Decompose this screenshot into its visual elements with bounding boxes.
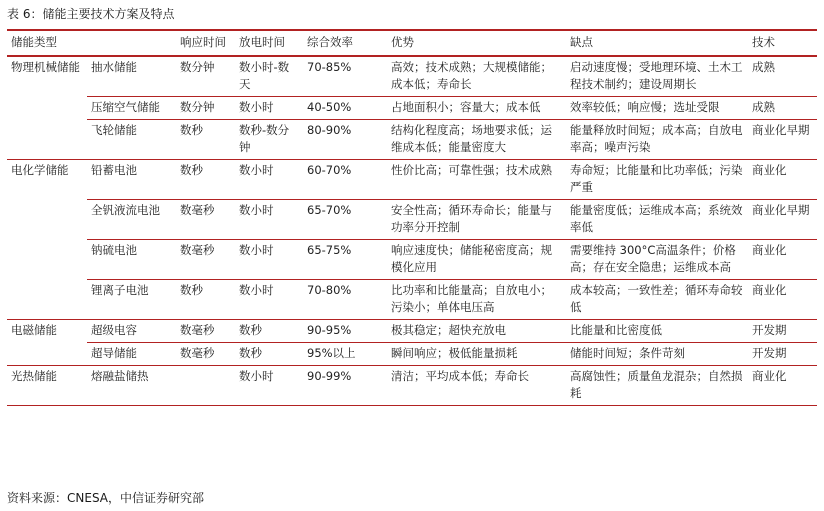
advantages-cell: 响应速度快；储能秘密度高；规模化应用 (387, 240, 566, 280)
storage-tech-table (7, 29, 817, 406)
table-row (7, 56, 817, 97)
efficiency-cell: 40-50% (303, 97, 387, 120)
tech-name-cell: 铅蓄电池 (91, 163, 137, 177)
maturity-cell: 开发期 (752, 323, 787, 337)
maturity-cell: 商业化早期 (748, 200, 817, 240)
response-time-cell: 数分钟 (176, 97, 235, 120)
tech-name-cell: 熔融盐储热 (91, 369, 149, 383)
disadvantages-cell: 成本较高；一致性差；循环寿命较低 (566, 280, 748, 320)
disadvantages-cell: 能量释放时间短；成本高；自放电率高；噪声污染 (566, 120, 748, 160)
table-body (7, 56, 817, 406)
header-efficiency: 综合效率 (307, 35, 353, 49)
maturity-cell: 成熟 (748, 97, 817, 120)
disadvantages-cell: 能量密度低；运维成本高；系统效率低 (566, 200, 748, 240)
table-row (7, 240, 817, 280)
advantages-cell: 清洁；平均成本低；寿命长 (391, 369, 529, 383)
tech-name-cell: 全钒液流电池 (87, 200, 176, 240)
response-time-cell: 数秒 (180, 163, 203, 177)
maturity-cell: 开发期 (748, 343, 817, 366)
discharge-time-cell: 数小时 (239, 369, 274, 383)
disadvantages-cell: 储能时间短；条件苛刻 (566, 343, 748, 366)
maturity-cell: 商业化 (752, 369, 787, 383)
discharge-time-cell: 数小时 (235, 280, 303, 320)
discharge-time-cell: 数小时 (239, 163, 274, 177)
response-time-cell: 数毫秒 (180, 323, 215, 337)
header-discharge: 放电时间 (239, 35, 285, 49)
advantages-cell: 安全性高；循环寿命长；能量与功率分开控制 (387, 200, 566, 240)
advantages-cell: 性价比高；可靠性强；技术成熟 (391, 163, 552, 177)
disadvantages-cell: 需要维持 300°C高温条件；价格高；存在安全隐患；运维成本高 (566, 240, 748, 280)
advantages-cell: 瞬间响应；极低能量损耗 (387, 343, 566, 366)
header-type: 储能类型 (11, 35, 57, 49)
efficiency-cell: 90-99% (307, 369, 352, 383)
efficiency-cell: 90-95% (307, 323, 352, 337)
efficiency-cell: 65-75% (303, 240, 387, 280)
category-cell: 电化学储能 (11, 163, 69, 177)
efficiency-cell: 65-70% (303, 200, 387, 240)
disadvantages-cell: 效率较低；响应慢；选址受限 (566, 97, 748, 120)
maturity-cell: 商业化早期 (748, 120, 817, 160)
tech-name-cell: 钠硫电池 (87, 240, 176, 280)
header-row (7, 30, 817, 56)
efficiency-cell: 70-80% (303, 280, 387, 320)
header-blank (87, 30, 176, 56)
header-response: 响应时间 (180, 35, 226, 49)
maturity-cell: 商业化 (748, 240, 817, 280)
maturity-cell: 商业化 (752, 163, 787, 177)
table-row (7, 320, 817, 343)
disadvantages-cell: 比能量和比密度低 (570, 323, 662, 337)
efficiency-cell: 70-85% (307, 60, 352, 74)
tech-name-cell: 超级电容 (91, 323, 137, 337)
table-caption: 表 6：储能主要技术方案及特点 (7, 7, 175, 21)
tech-name-cell: 抽水储能 (91, 60, 137, 74)
header-advantages: 优势 (391, 35, 414, 49)
discharge-time-cell: 数小时 (235, 240, 303, 280)
efficiency-cell: 95%以上 (303, 343, 387, 366)
advantages-cell: 占地面积小；容量大；成本低 (387, 97, 566, 120)
header-tech: 技术 (752, 35, 775, 49)
response-time-cell: 数秒 (176, 120, 235, 160)
table-row (7, 200, 817, 240)
tech-name-cell: 超导储能 (87, 343, 176, 366)
category-cell: 光热储能 (11, 369, 57, 383)
discharge-time-cell: 数小时 (235, 97, 303, 120)
table-row (7, 97, 817, 120)
table-row (7, 160, 817, 200)
disadvantages-cell: 寿命短；比能量和比功率低；污染严重 (570, 163, 743, 194)
response-time-cell: 数秒 (176, 280, 235, 320)
advantages-cell: 极其稳定；超快充放电 (391, 323, 506, 337)
source-note: 资料来源：CNESA，中信证券研究部 (7, 491, 204, 505)
disadvantages-cell: 启动速度慢；受地理环境、土木工程技术制约；建设周期长 (570, 60, 743, 91)
discharge-time-cell: 数小时 (235, 200, 303, 240)
discharge-time-cell: 数小时-数天 (239, 60, 290, 91)
response-time-cell: 数分钟 (180, 60, 215, 74)
table-row (7, 280, 817, 320)
response-time-cell: 数毫秒 (176, 200, 235, 240)
efficiency-cell: 80-90% (303, 120, 387, 160)
response-time-cell: 数毫秒 (176, 240, 235, 280)
response-time-cell (176, 366, 235, 406)
discharge-time-cell: 数秒 (235, 343, 303, 366)
table-row (7, 120, 817, 160)
tech-name-cell: 锂离子电池 (87, 280, 176, 320)
discharge-time-cell: 数秒 (239, 323, 262, 337)
tech-name-cell: 飞轮储能 (87, 120, 176, 160)
maturity-cell: 商业化 (748, 280, 817, 320)
category-cell: 电磁储能 (11, 323, 57, 337)
category-cell: 物理机械储能 (11, 60, 80, 74)
table-row (7, 343, 817, 366)
disadvantages-cell: 高腐蚀性；质量鱼龙混杂；自然损耗 (570, 369, 743, 400)
tech-name-cell: 压缩空气储能 (87, 97, 176, 120)
advantages-cell: 高效；技术成熟；大规模储能；成本低；寿命长 (391, 60, 552, 91)
efficiency-cell: 60-70% (307, 163, 352, 177)
advantages-cell: 比功率和比能量高；自放电小；污染小；单体电压高 (387, 280, 566, 320)
advantages-cell: 结构化程度高；场地要求低；运维成本低；能量密度大 (387, 120, 566, 160)
discharge-time-cell: 数秒-数分钟 (235, 120, 303, 160)
response-time-cell: 数毫秒 (176, 343, 235, 366)
table-row (7, 366, 817, 406)
maturity-cell: 成熟 (752, 60, 775, 74)
header-disadvantages: 缺点 (570, 35, 593, 49)
